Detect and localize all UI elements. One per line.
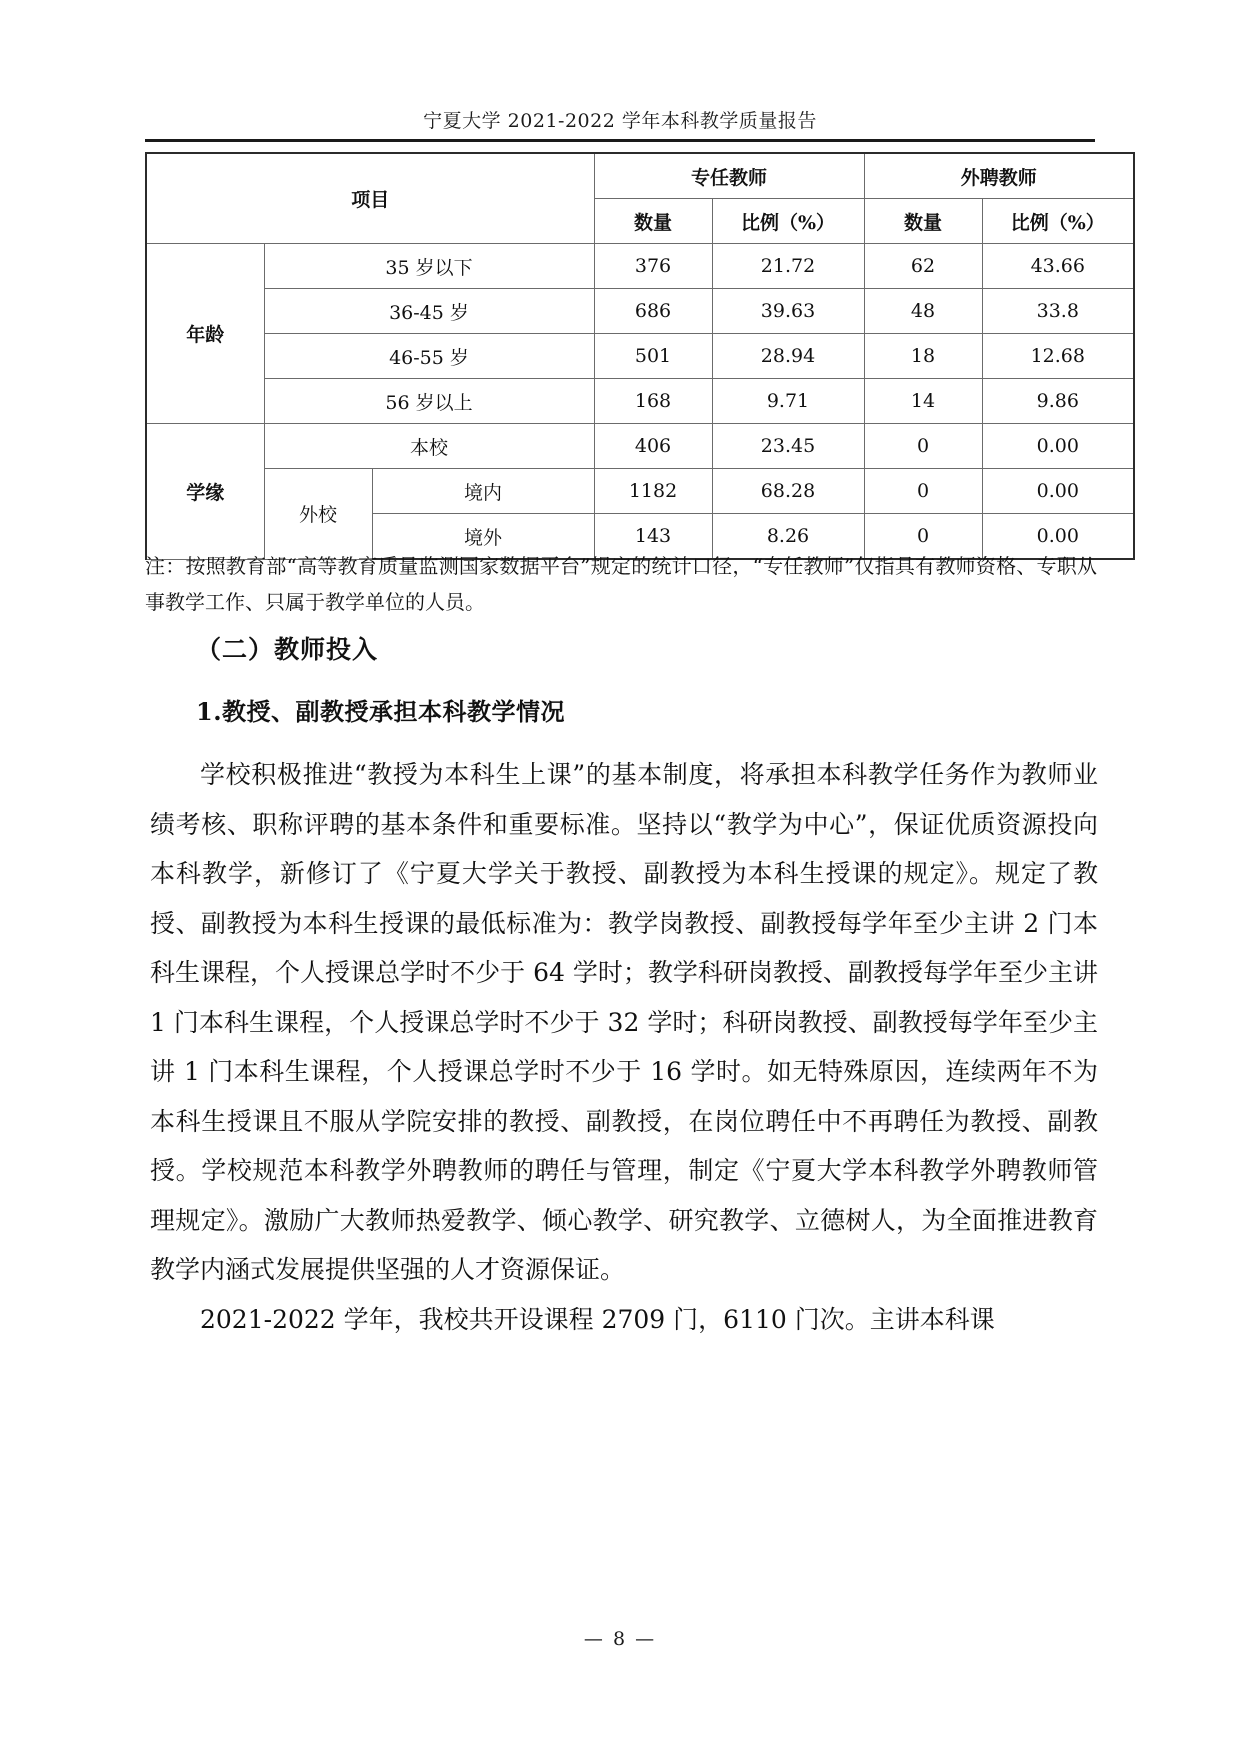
table-header-full-time-count: 数量 [594,199,712,244]
table-cell-hired-ratio: 43.66 [982,244,1134,289]
table-cell-category: 36-45 岁 [264,289,594,334]
table-header-external-count: 数量 [864,199,982,244]
table-cell-category: 本校 [264,424,594,469]
table-header-item: 项目 [146,153,594,244]
page-header [145,106,1095,142]
table-cell-full-ratio: 39.63 [712,289,864,334]
subsection-heading: 1.教授、副教授承担本科教学情况 [196,697,566,726]
header-divider [145,139,1095,142]
table-header-full-time: 专任教师 [594,153,864,199]
table-row [146,424,1134,469]
table-group-label-age: 年龄 [146,244,264,424]
teacher-statistics-table [145,152,1135,560]
table-cell-hired-ratio: 0.00 [982,469,1134,514]
table-cell-full-count: 376 [594,244,712,289]
table-cell-full-count: 1182 [594,469,712,514]
table-cell-full-ratio: 9.71 [712,379,864,424]
table-note: 注：按照教育部“高等教育质量监测国家数据平台”规定的统计口径，“专任教师”仅指具有教师资格、专职从事教学工作、只属于教学单位的人员。 [145,554,1097,614]
table-cell-hired-ratio: 0.00 [982,514,1134,560]
table-cell-hired-count: 0 [864,514,982,560]
table-row [146,334,1134,379]
table-cell-full-ratio: 8.26 [712,514,864,560]
table-cell-hired-count: 14 [864,379,982,424]
table-cell-full-ratio: 68.28 [712,469,864,514]
table-cell-hired-ratio: 9.86 [982,379,1134,424]
section-heading: （二）教师投入 [196,635,379,664]
table-header-full-time-ratio: 比例（%） [712,199,864,244]
table-cell-hired-count: 62 [864,244,982,289]
table-cell-full-count: 406 [594,424,712,469]
table-cell-category: 46-55 岁 [264,334,594,379]
table-cell-full-ratio: 21.72 [712,244,864,289]
table-cell-full-ratio: 23.45 [712,424,864,469]
table-cell-hired-ratio: 33.8 [982,289,1134,334]
table-header-external: 外聘教师 [864,153,1134,199]
table-cell-hired-ratio: 12.68 [982,334,1134,379]
paragraph: 学校积极推进“教授为本科生上课”的基本制度，将承担本科教学任务作为教师业绩考核、职称评聘的基本条件和重要标准。坚持以“教学为中心”，保证优质资源投向本科教学，新修订了《宁夏大学关于教授、副教授为本科生授课的规定》。规定了教授、副教授为本科生授课的最低标准为：教学岗教授、副教授每学年至少主讲 2 门本科生课程，个人授课总学时不少于 64 学时；教学科研岗教授、副教授每学年至少主讲 1 门本科生课程，个人授课总学时不少于 32 学时；科研岗教授、副教授每学年至少主讲 1 门本科生课程，个人授课总学时不少于 16 学时。如无特殊原因，连续两年不为本科生授课且不服从学院安排的教授、副教授，在岗位聘任中不再聘任为教授、副教授。学校规范本科教学外聘教师的聘任与管理，制定《宁夏大学本科教学外聘教师管理规定》。激励广大教师热爱教学、倾心教学、研究教学、立德树人，为全面推进教育教学内涵式发展提供坚强的人才资源保证。 [150,760,1098,1284]
table-cell-category: 35 岁以下 [264,244,594,289]
teacher-statistics-table-container [145,152,1105,560]
table-cell-hired-count: 48 [864,289,982,334]
table-subgroup-label-external-school: 外校 [264,469,372,560]
running-title: 宁夏大学 2021-2022 学年本科教学质量报告 [423,110,817,132]
table-cell-full-count: 143 [594,514,712,560]
table-cell-hired-count: 0 [864,424,982,469]
table-cell-hired-count: 0 [864,469,982,514]
page-number: — 8 — [583,1628,657,1650]
table-cell-full-ratio: 28.94 [712,334,864,379]
table-cell-full-count: 168 [594,379,712,424]
table-header-external-ratio: 比例（%） [982,199,1134,244]
table-row [146,379,1134,424]
table-cell-hired-ratio: 0.00 [982,424,1134,469]
table-row [146,289,1134,334]
table-header-row-1 [146,153,1134,199]
table-cell-hired-count: 18 [864,334,982,379]
table-cell-category: 56 岁以上 [264,379,594,424]
table-cell-category: 境内 [372,469,594,514]
table-row [146,244,1134,289]
table-cell-full-count: 686 [594,289,712,334]
table-row [146,469,1134,514]
paragraph: 2021-2022 学年，我校共开设课程 2709 门，6110 门次。主讲本科课 [200,1304,995,1334]
table-cell-category: 境外 [372,514,594,560]
table-cell-full-count: 501 [594,334,712,379]
body-text [150,750,1098,1344]
table-group-label-origin: 学缘 [146,424,264,560]
